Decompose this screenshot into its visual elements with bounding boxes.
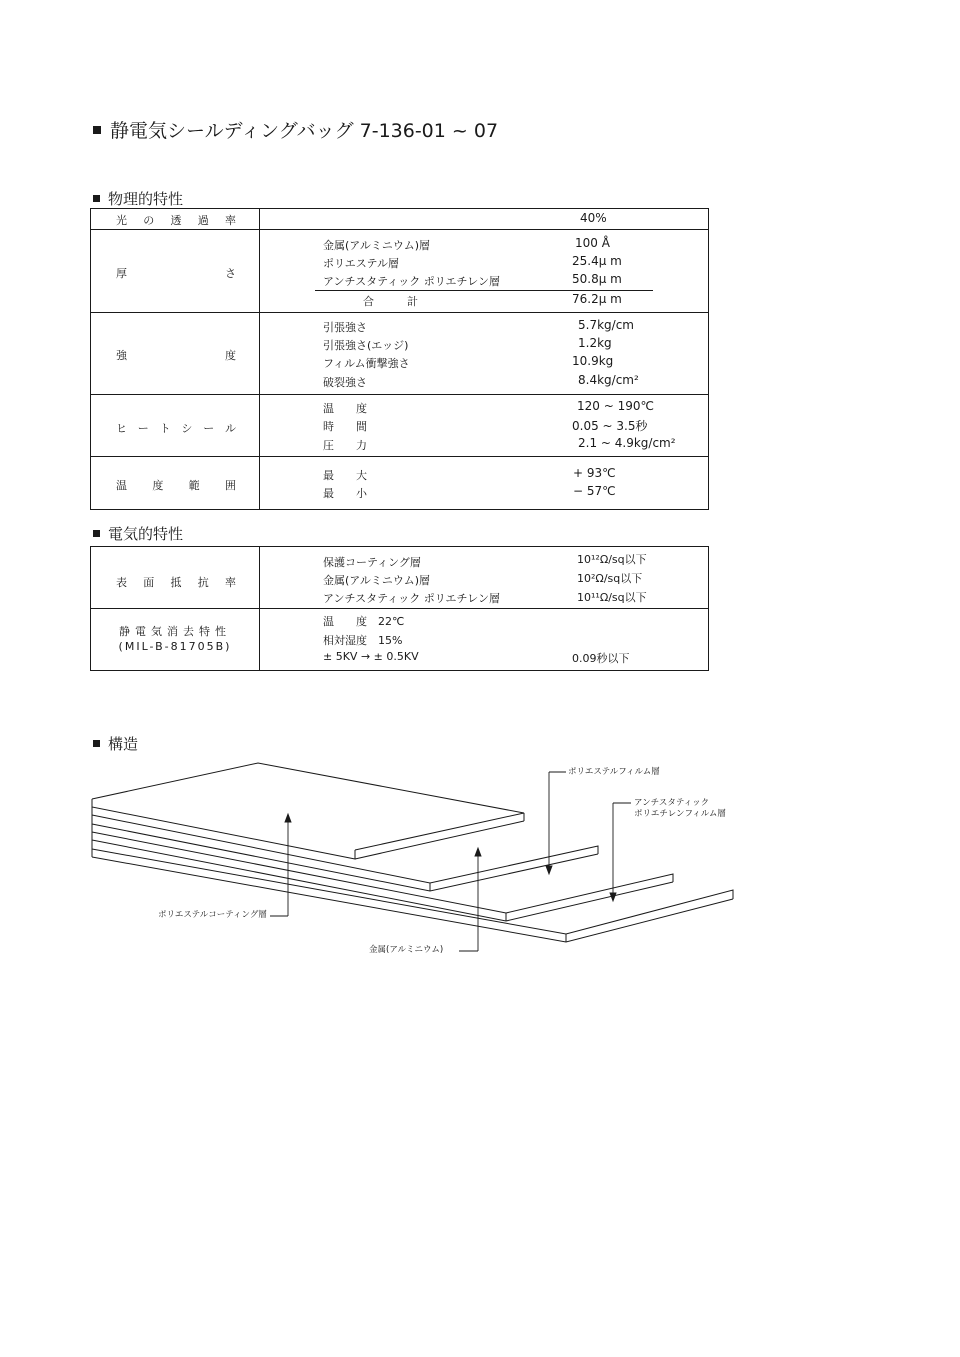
strength-value: 5.7kg/cm xyxy=(578,318,634,332)
decay-value: 0.09秒以下 xyxy=(572,652,630,665)
heatseal-value: 120 ~ 190℃ xyxy=(577,399,654,413)
heatseal-item: 時 間 xyxy=(323,420,367,433)
resistivity-value: 10¹¹Ω/sq以下 xyxy=(577,591,647,604)
strength-value: 8.4kg/cm² xyxy=(578,373,639,387)
heatseal-item: 温 度 xyxy=(323,402,367,415)
label-strength: 強 度 xyxy=(116,349,236,362)
heatseal-value: 0.05 ~ 3.5秒 xyxy=(572,419,648,433)
resistivity-value: 10²Ω/sq以下 xyxy=(577,572,643,585)
thickness-value: 100 Å xyxy=(575,236,610,250)
label-static-decay: 静電気消去特性 xyxy=(119,625,231,638)
decay-item: 温 度 22℃ xyxy=(323,615,405,628)
heatseal-value: 2.1 ~ 4.9kg/cm² xyxy=(578,436,676,450)
resistivity-value: 10¹²Ω/sq以下 xyxy=(577,553,647,566)
thickness-value: 25.4μ m xyxy=(572,254,622,268)
temprange-value: + 93℃ xyxy=(573,466,616,480)
label-temperature-range: 温 度 範 囲 xyxy=(116,479,236,492)
thickness-total-label: 合 計 xyxy=(363,295,418,308)
label-antistatic-line1: アンチスタティック xyxy=(634,798,710,808)
strength-item: フィルム衝撃強さ xyxy=(323,357,410,370)
label-antistatic-line2: ポリエチレンフィルム層 xyxy=(634,809,726,819)
label-polyester-coating-layer: ポリエステルコーティング層 xyxy=(158,910,267,920)
thickness-item: アンチスタティック ポリエチレン層 xyxy=(323,275,501,288)
strength-value: 1.2kg xyxy=(578,336,612,350)
label-thickness: 厚 さ xyxy=(116,267,236,280)
decay-item: ± 5KV → ± 0.5KV xyxy=(323,650,419,663)
resistivity-item: 保護コーティング層 xyxy=(323,556,421,569)
label-metal-layer: 金属(アルミニウム) xyxy=(369,945,444,955)
decay-item: 相対湿度 15% xyxy=(323,634,403,647)
section-heading-structure: 構造 xyxy=(93,733,138,754)
thickness-item: ポリエステル層 xyxy=(323,257,400,270)
section-heading-electrical: 電気的特性 xyxy=(93,523,183,544)
thickness-value: 50.8μ m xyxy=(572,272,622,286)
label-polyester-film-layer: ポリエステルフィルム層 xyxy=(568,767,660,777)
temprange-item: 最 小 xyxy=(323,487,367,500)
resistivity-item: アンチスタティック ポリエチレン層 xyxy=(323,592,501,605)
label-heat-seal: ヒ ー ト シ ー ル xyxy=(116,422,236,435)
heatseal-item: 圧 力 xyxy=(323,439,367,452)
temprange-item: 最 大 xyxy=(323,469,367,482)
resistivity-item: 金属(アルミニウム)層 xyxy=(323,574,431,587)
temprange-value: − 57℃ xyxy=(573,484,616,498)
label-light-transmission: 光 の 透 過 率 xyxy=(116,214,236,227)
strength-value: 10.9kg xyxy=(572,354,614,368)
thickness-total-value: 76.2μ m xyxy=(572,292,622,306)
label-mil-spec: (MIL-B-81705B) xyxy=(118,640,232,653)
thickness-item: 金属(アルミニウム)層 xyxy=(323,239,431,252)
page-title-text: 静電気シールディングバッグ 7-136-01 ~ 07 xyxy=(110,120,499,142)
light-transmission-value: 40% xyxy=(580,211,607,225)
label-surface-resistivity: 表 面 抵 抗 率 xyxy=(116,576,236,589)
strength-item: 破裂強さ xyxy=(323,376,367,389)
section-heading-physical: 物理的特性 xyxy=(93,188,183,209)
strength-item: 引張強さ(エッジ) xyxy=(323,339,409,352)
strength-item: 引張強さ xyxy=(323,321,367,334)
